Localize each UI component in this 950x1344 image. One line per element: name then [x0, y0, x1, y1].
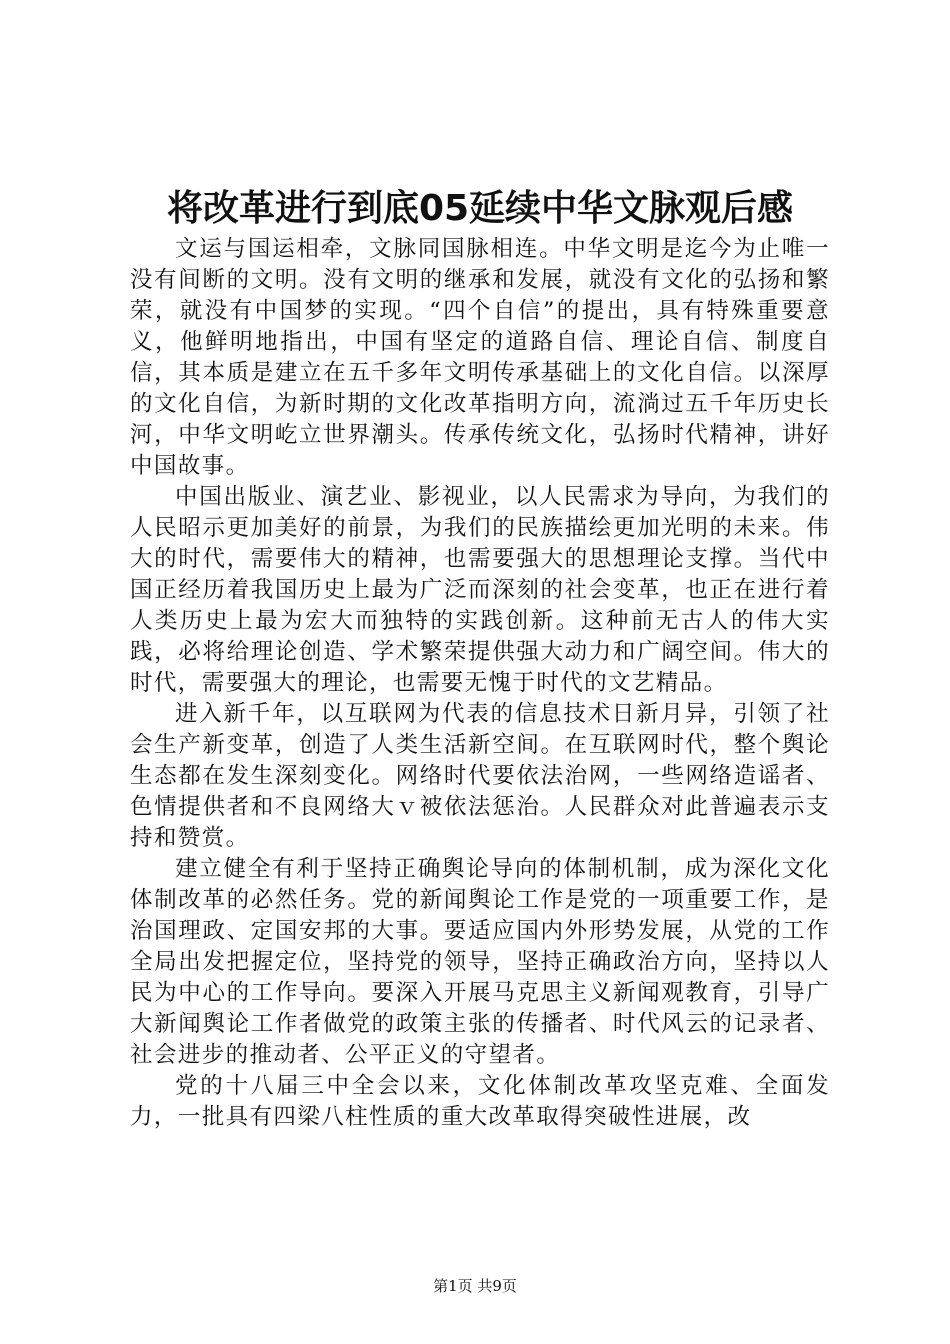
paragraph-2: 中国出版业、演艺业、影视业，以人民需求为导向，为我们的人民昭示更加美好的前景，为我们的民族描绘更加光明的未来。伟大的时代，需要伟大的精神，也需要强大的思想理论支撑。当代中国正经历着我国历史上最为广泛而深刻的社会变革，也正在进行着人类历史上最为宏大而独特的实践创新。这种前无古人的伟大实践，必将给理论创造、学术繁荣提供强大动力和广阔空间。伟大的时代，需要强大的理论，也需要无愧于时代的文艺精品。: [130, 484, 830, 696]
paragraph-3: 进入新千年，以互联网为代表的信息技术日新月异，引领了社会生产新变革，创造了人类生活新空间。在互联网时代，整个舆论生态都在发生深刻变化。网络时代要依法治网，一些网络造谣者、色情提供者和不良网络大ｖ被依法惩治。人民群众对此普遍表示支持和赞赏。: [130, 701, 830, 851]
document-title: 将改革进行到底05延续中华文脉观后感: [166, 188, 794, 229]
paragraph-1: 文运与国运相牵，文脉同国脉相连。中华文明是迄今为止唯一没有间断的文明。没有文明的继承和发展，就没有文化的弘扬和繁荣，就没有中国梦的实现。“四个自信”的提出，具有特殊重要意义，他鲜明地指出，中国有坚定的道路自信、理论自信、制度自信，其本质是建立在五千多年文明传承基础上的文化自信。以深厚的文化自信，为新时期的文化改革指明方向，流淌过五千年历史长河，中华文明屹立世界潮头。传承传统文化，弘扬时代精神，讲好中国故事。: [130, 236, 830, 479]
page-number-footer: 第1页 共9页: [433, 1277, 517, 1295]
paragraph-4: 建立健全有利于坚持正确舆论导向的体制机制，成为深化文化体制改革的必然任务。党的新闻舆论工作是党的一项重要工作，是治国理政、定国安邦的大事。要适应国内外形势发展，从党的工作全局出发把握定位，坚持党的领导，坚持正确政治方向，坚持以人民为中心的工作导向。要深入开展马克思主义新闻观教育，引导广大新闻舆论工作者做党的政策主张的传播者、时代风云的记录者、社会进步的推动者、公平正义的守望者。: [130, 856, 830, 1068]
paragraph-5: 党的十八届三中全会以来，文化体制改革攻坚克难、全面发力，一批具有四梁八柱性质的重大改革取得突破性进展，改: [130, 1073, 830, 1130]
document-body: [130, 234, 830, 1133]
